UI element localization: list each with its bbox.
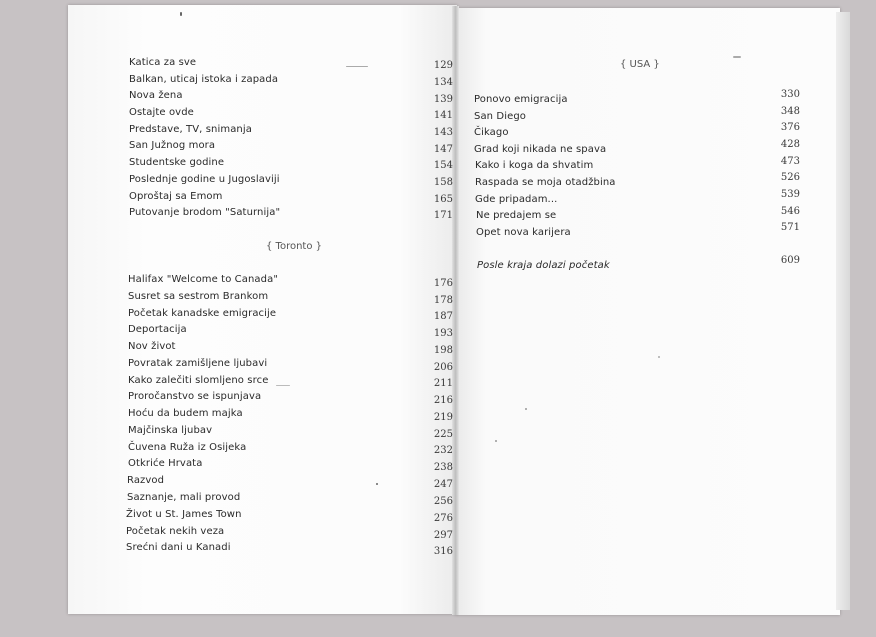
toc-entry-page: 147 [433, 144, 453, 155]
toc-entry-page: 178 [433, 295, 453, 306]
toc-entry-title: Ostajte ovde [129, 107, 194, 118]
scan-speck [180, 12, 182, 16]
toc-entry-title: Hoću da budem majka [128, 408, 243, 419]
toc-entry-page: 134 [433, 77, 453, 88]
epilogue-title: Posle kraja dolazi početak [477, 260, 610, 271]
toc-entry-title: Srećni dani u Kanadi [126, 542, 231, 553]
scan-speck [525, 408, 527, 410]
toc-entry-title: Oproštaj sa Emom [129, 191, 223, 202]
toc-entry-title: Saznanje, mali provod [127, 492, 241, 503]
toc-entry-page: 176 [433, 278, 453, 289]
toc-entry-title: Život u St. James Town [126, 509, 242, 520]
toc-entry-page: 256 [433, 496, 453, 507]
toc-entry-title: Opet nova karijera [476, 227, 571, 238]
toc-entry-title: Putovanje brodom "Saturnija" [129, 207, 281, 218]
toc-entry-page: 473 [780, 156, 800, 167]
toc-entry-page: 141 [433, 110, 453, 121]
toc-entry-page: 206 [433, 362, 453, 373]
toc-entry-page: 165 [433, 194, 453, 205]
toc-entry-title: Poslednje godine u Jugoslaviji [129, 174, 280, 185]
toc-entry-page: 154 [433, 160, 453, 171]
toc-entry-title: Deportacija [128, 324, 187, 335]
toc-entry-page: 546 [780, 206, 800, 217]
toc-entry-title: Gde pripadam... [475, 194, 558, 205]
toc-entry-page: 330 [780, 89, 800, 100]
scan-speck [495, 440, 497, 442]
page-edge [836, 12, 850, 610]
toc-entry-page: 193 [433, 328, 453, 339]
scan-speck [276, 385, 290, 386]
toc-entry-title: Raspada se moja otadžbina [475, 177, 616, 188]
toc-entry-page: 247 [433, 479, 453, 490]
scan-speck [658, 356, 660, 358]
toc-entry-title: Nov život [128, 341, 176, 352]
toc-entry-page: 238 [433, 462, 453, 473]
book-gutter [452, 6, 459, 615]
toc-entry-page: 225 [433, 429, 453, 440]
toc-entry-title: Početak nekih veza [126, 526, 225, 537]
toc-entry-title: Kako i koga da shvatim [475, 160, 594, 171]
toc-entry-title: Susret sa sestrom Brankom [128, 291, 269, 302]
toc-entry-title: Studentske godine [129, 157, 225, 168]
toc-entry-page: 232 [433, 445, 453, 456]
toc-entry-page: 171 [433, 210, 453, 221]
toc-entry-title: Čikago [474, 127, 509, 138]
toc-entry-page: 428 [780, 139, 800, 150]
toc-entry-page: 158 [433, 177, 453, 188]
toc-entry-page: 348 [780, 106, 800, 117]
section-heading-toronto: { Toronto } [266, 241, 322, 252]
toc-entry-page: 143 [433, 127, 453, 138]
toc-entry-page: 539 [780, 189, 800, 200]
toc-entry-title: Majčinska ljubav [128, 425, 213, 436]
toc-entry-page: 276 [433, 513, 453, 524]
toc-entry-title: Grad koji nikada ne spava [474, 144, 607, 155]
toc-entry-page: 297 [433, 530, 453, 541]
toc-entry-title: Ne predajem se [476, 210, 557, 221]
toc-entry-title: Proročanstvo se ispunjava [128, 391, 262, 402]
toc-entry-page: 216 [433, 395, 453, 406]
toc-entry-title: Halifax "Welcome to Canada" [128, 274, 279, 285]
toc-entry-title: Otkriće Hrvata [128, 458, 203, 469]
toc-entry-title: Čuvena Ruža iz Osijeka [128, 442, 247, 453]
toc-entry-page: 187 [433, 311, 453, 322]
toc-entry-page: 376 [780, 122, 800, 133]
toc-entry-page: 129 [433, 60, 453, 71]
toc-entry-title: San Južnog mora [129, 140, 216, 151]
toc-entry-page: 198 [433, 345, 453, 356]
toc-entry-page: 526 [780, 172, 800, 183]
scan-speck [733, 56, 741, 58]
toc-entry-page: 316 [433, 546, 453, 557]
scan-speck [376, 483, 378, 485]
toc-entry-title: Povratak zamišljene ljubavi [128, 358, 268, 369]
section-heading-usa: { USA } [620, 59, 660, 70]
scan-speck [346, 66, 368, 67]
toc-entry-title: Nova žena [129, 90, 183, 101]
toc-entry-title: Katica za sve [129, 57, 197, 68]
toc-entry-title: Kako zalečiti slomljeno srce [128, 375, 269, 386]
toc-entry-page: 139 [433, 94, 453, 105]
toc-entry-title: Razvod [127, 475, 165, 486]
epilogue-page: 609 [780, 255, 800, 266]
toc-entry-title: San Diego [474, 111, 526, 122]
toc-entry-title: Balkan, uticaj istoka i zapada [129, 74, 279, 85]
toc-entry-page: 571 [780, 222, 800, 233]
toc-entry-title: Početak kanadske emigracije [128, 308, 277, 319]
toc-entry-title: Predstave, TV, snimanja [129, 124, 252, 135]
toc-entry-page: 211 [433, 378, 453, 389]
toc-entry-title: Ponovo emigracija [474, 94, 568, 105]
toc-entry-page: 219 [433, 412, 453, 423]
